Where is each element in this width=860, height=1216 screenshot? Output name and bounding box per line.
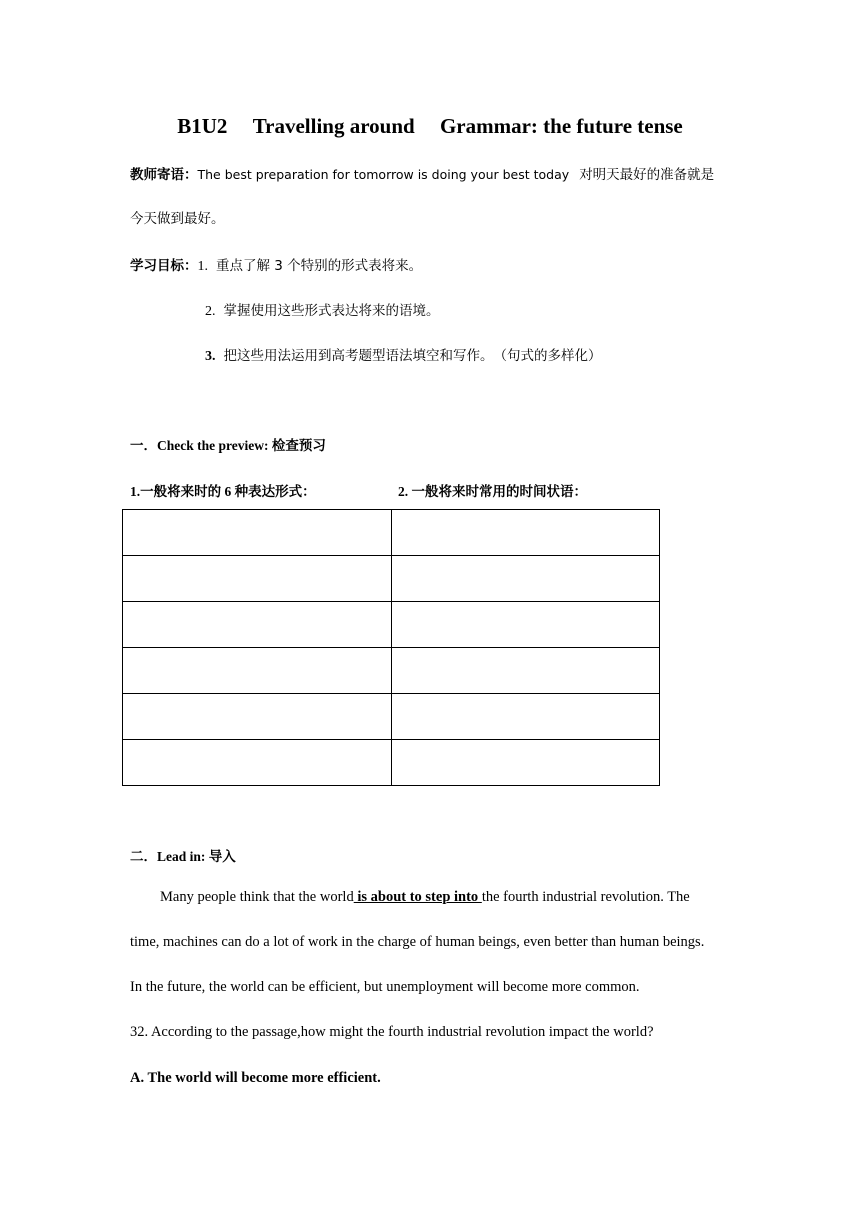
table-cell[interactable]: [391, 602, 660, 648]
lead-in-paragraph-line2: time, machines can do a lot of work in the charge of human beings, even better than human beings.: [130, 934, 705, 950]
table-cell[interactable]: [123, 694, 392, 740]
goal-number: 3.: [205, 349, 216, 364]
motto-english: The best preparation for tomorrow is doing your best today: [197, 167, 570, 182]
lead-in-paragraph-line1: [160, 889, 690, 906]
title-grammar: Grammar: the future tense: [439, 114, 683, 138]
para-underlined-phrase: is about to step into: [353, 889, 482, 905]
goal-number: 1.: [197, 259, 208, 274]
goal-text: 重点了解 3 个特别的形式表将来。: [216, 258, 423, 274]
motto-chinese-line1: 对明天最好的准备就是: [579, 167, 715, 183]
table-row: [123, 602, 660, 648]
learning-goal-2: [205, 299, 440, 320]
question-32: 32. According to the passage,how might the fourth industrial revolution impact the world?: [130, 1024, 654, 1040]
section1-col2-label: 2. 一般将来时常用的时间状语：: [398, 484, 587, 499]
table-cell[interactable]: [123, 648, 392, 694]
page-title: [0, 114, 860, 139]
goal-text: 把这些用法运用到高考题型语法填空和写作。 （句式的多样化）: [223, 348, 602, 364]
option-a: A. The world will become more efficient.: [130, 1070, 381, 1086]
table-cell[interactable]: [123, 602, 392, 648]
preview-table: [122, 509, 660, 786]
title-topic: Travelling around: [252, 114, 415, 138]
goal-number: 2.: [205, 304, 216, 319]
goal-text: 掌握使用这些形式表达将来的语境。: [223, 303, 440, 319]
table-cell[interactable]: [391, 648, 660, 694]
para-text: Many people think that the world: [160, 889, 354, 905]
motto-label: 教师寄语：: [130, 167, 198, 183]
section1-heading: 一．Check the preview: 检查预习: [130, 438, 326, 453]
table-cell[interactable]: [123, 556, 392, 602]
table-cell[interactable]: [391, 740, 660, 786]
lead-in-paragraph-line3: In the future, the world can be efficient, but unemployment will become more common.: [130, 979, 640, 995]
motto-chinese-line2: 今天做到最好。: [130, 211, 225, 227]
teacher-motto: [130, 163, 714, 184]
table-cell[interactable]: [391, 694, 660, 740]
title-unit: B1U2: [177, 114, 228, 138]
table-row: [123, 556, 660, 602]
table-row: [123, 740, 660, 786]
table-row: [123, 694, 660, 740]
section2-heading: 二．Lead in: 导入: [130, 849, 236, 864]
table-cell[interactable]: [391, 556, 660, 602]
learning-goal-1: [130, 254, 422, 275]
para-text: the fourth industrial revolution. The: [481, 889, 690, 905]
section1-col1-label: 1.一般将来时的 6 种表达形式：: [130, 484, 316, 499]
table-row: [123, 648, 660, 694]
table-row: [123, 510, 660, 556]
table-cell[interactable]: [123, 740, 392, 786]
table-cell[interactable]: [123, 510, 392, 556]
goals-label: 学习目标：: [130, 258, 198, 274]
learning-goal-3: [205, 344, 602, 365]
table-cell[interactable]: [391, 510, 660, 556]
